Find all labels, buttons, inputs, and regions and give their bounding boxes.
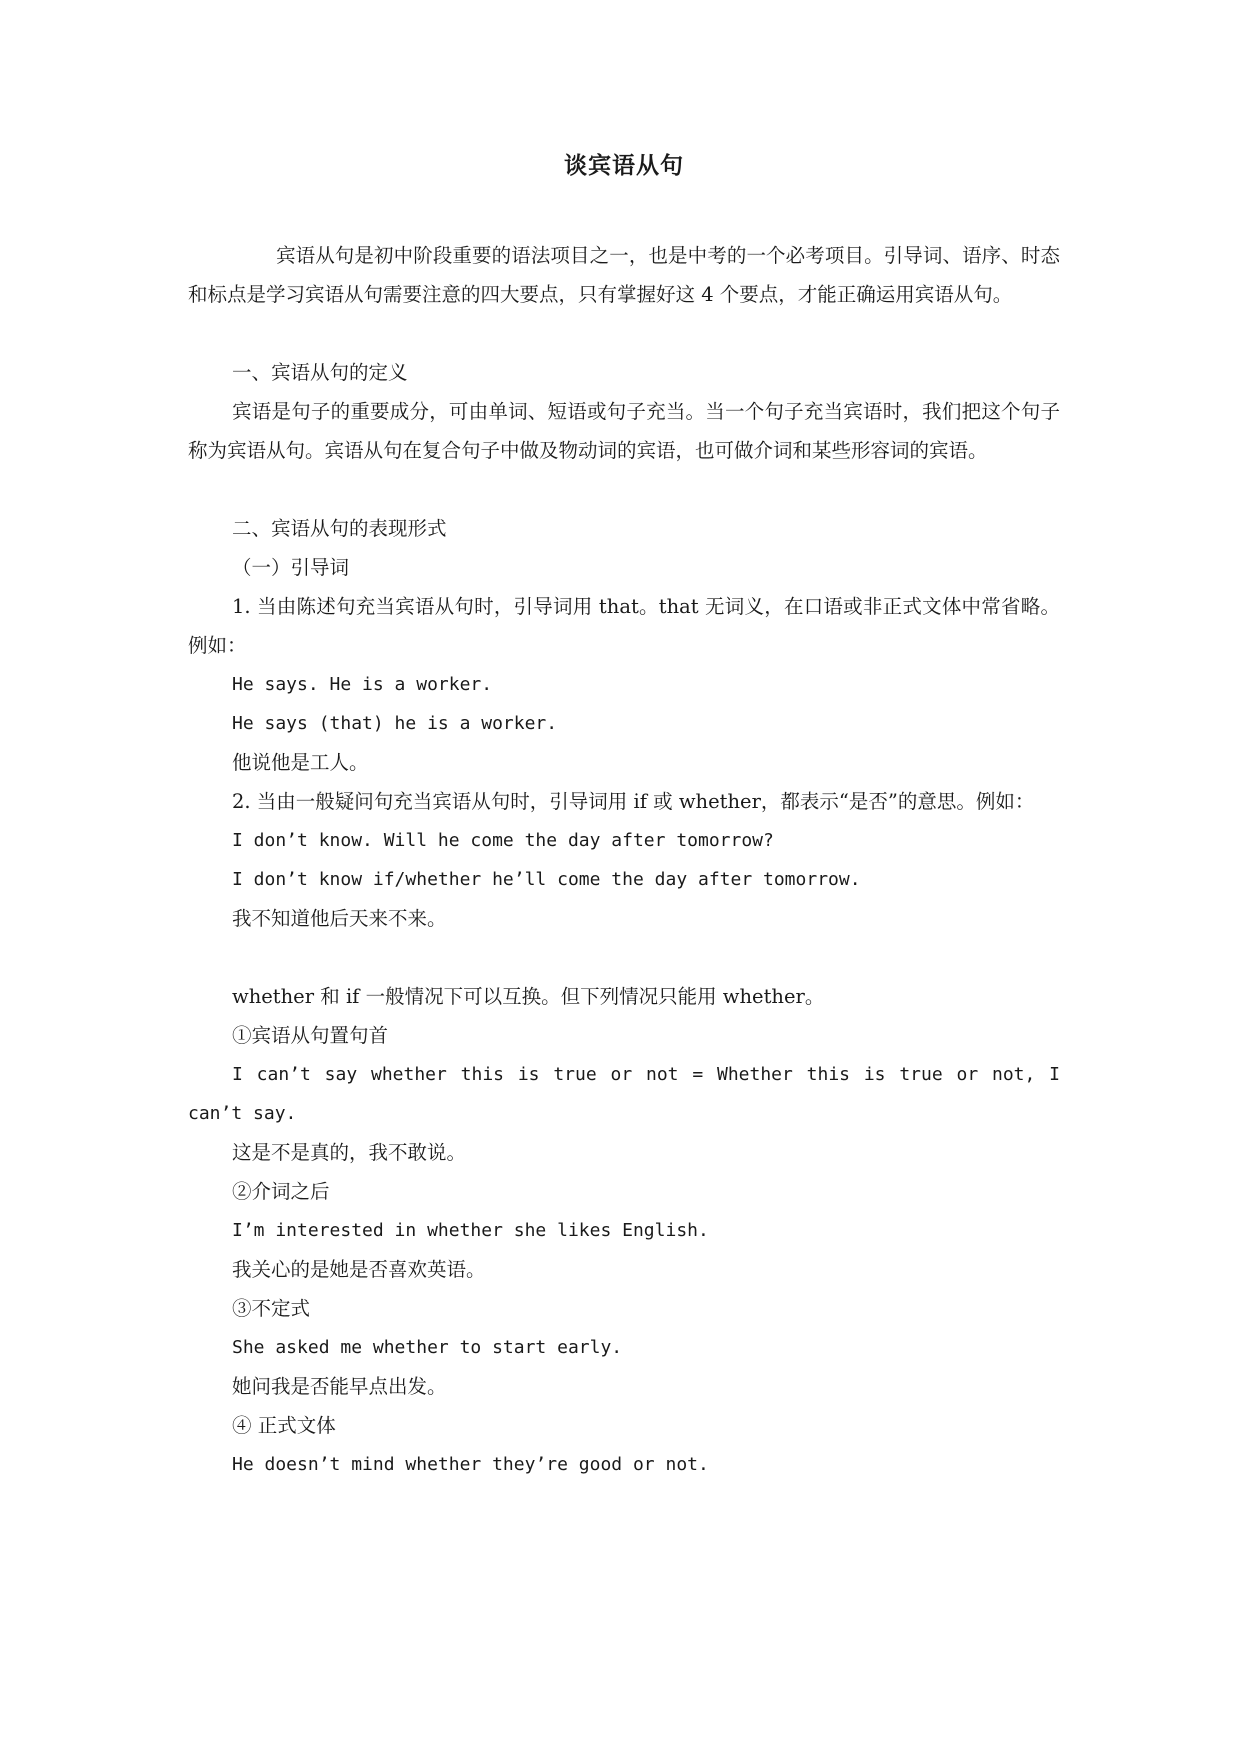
case-2-translation: 我关心的是她是否喜欢英语。 xyxy=(232,1258,486,1281)
document-title: 谈宾语从句 xyxy=(564,152,684,179)
case-4-heading: ④ 正式文体 xyxy=(232,1414,336,1437)
point-1-paragraph: 1. 当由陈述句充当宾语从句时，引导词用 that。that 无词义，在口语或非正式文体中常省略。例如： xyxy=(188,595,1060,657)
case-3-translation: 她问我是否能早点出发。 xyxy=(232,1375,447,1398)
case-3-example: She asked me whether to start early. xyxy=(232,1337,623,1358)
whether-note: whether 和 if 一般情况下可以互换。但下列情况只能用 whether。 xyxy=(232,985,825,1008)
example-sentence: I don’t know if/whether he’ll come the day after tomorrow. xyxy=(232,869,861,890)
case-2-heading: ②介词之后 xyxy=(232,1180,330,1203)
spacer xyxy=(188,314,1060,353)
section-heading-definition: 一、宾语从句的定义 xyxy=(232,361,408,384)
case-2-example: I’m interested in whether she likes English. xyxy=(232,1220,709,1241)
example-translation: 他说他是工人。 xyxy=(232,751,369,774)
case-4-example: He doesn’t mind whether they’re good or not. xyxy=(232,1454,709,1475)
spacer xyxy=(188,938,1060,977)
document-page xyxy=(188,140,1060,1484)
point-2-paragraph: 2. 当由一般疑问句充当宾语从句时，引导词用 if 或 whether，都表示“是否”的意思。例如： xyxy=(232,790,1035,813)
definition-paragraph: 宾语是句子的重要成分，可由单词、短语或句子充当。当一个句子充当宾语时，我们把这个句子称为宾语从句。宾语从句在复合句子中做及物动词的宾语，也可做介词和某些形容词的宾语。 xyxy=(188,400,1060,462)
case-1-translation: 这是不是真的，我不敢说。 xyxy=(232,1141,467,1164)
example-sentence: He says (that) he is a worker. xyxy=(232,713,558,734)
section-heading-forms: 二、宾语从句的表现形式 xyxy=(232,517,447,540)
case-1-example: I can’t say whether this is true or not = Whether this is true or not, I can’t say. xyxy=(188,1064,1060,1124)
intro-paragraph: 宾语从句是初中阶段重要的语法项目之一，也是中考的一个必考项目。引导词、语序、时态和标点是学习宾语从句需要注意的四大要点，只有掌握好这 4 个要点，才能正确运用宾语从句。 xyxy=(188,244,1060,306)
case-1-heading: ①宾语从句置句首 xyxy=(232,1024,389,1047)
example-sentence: I don’t know. Will he come the day after tomorrow? xyxy=(232,830,774,851)
subheading-conjunctions: （一）引导词 xyxy=(232,556,350,579)
spacer xyxy=(188,470,1060,509)
example-sentence: He says. He is a worker. xyxy=(232,674,493,695)
example-translation: 我不知道他后天来不来。 xyxy=(232,907,447,930)
case-3-heading: ③不定式 xyxy=(232,1297,311,1320)
